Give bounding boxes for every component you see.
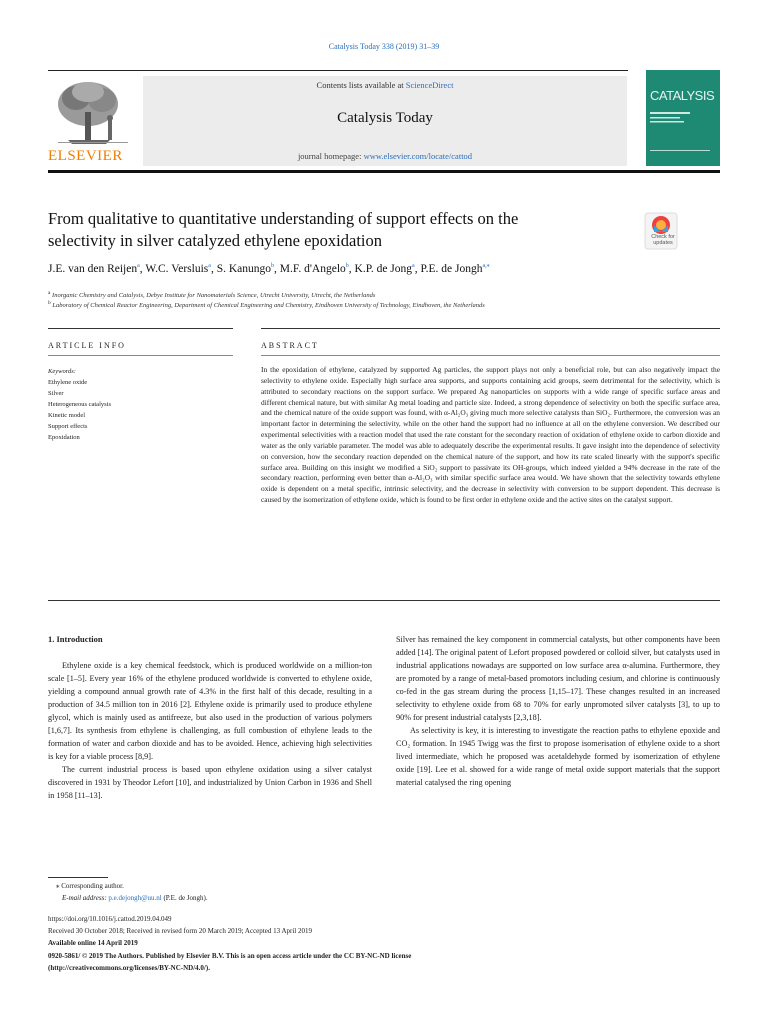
- homepage-line: [143, 151, 627, 161]
- author-affiliation-marker[interactable]: a,⁎: [482, 263, 490, 269]
- left-column: [48, 659, 372, 802]
- author-name[interactable]: P.E. de Jongh: [420, 262, 483, 275]
- affiliation-b: [48, 300, 485, 309]
- author-name[interactable]: W.C. Versluis: [145, 262, 209, 275]
- affiliation-a: [48, 290, 375, 299]
- author-name[interactable]: S. Kanungo: [216, 262, 272, 275]
- intro-paragraph: Silver has remained the key component in commercial catalysts, but other components have been added [14]. The original patent of Lefort proposed powdered or colloid silver, but catalysts used in industrial applications nowadays are supported on low surface area α-alumina. Furthermore, they are promoted by a range of metal-based promotors including cesium, and chlorine is continuously co-fed in the gas stream during the process [1,15–17]. These changes resulted in an increased selectivity to ethylene oxide from 68 to 70% for early unpromoted silver catalysts [3], to up to 90% for present industrial catalysts [2,3,18].: [396, 635, 720, 722]
- author-name[interactable]: M.F. d'Angelo: [279, 262, 346, 275]
- abstract-heading: ABSTRACT: [261, 341, 319, 350]
- header-top-rule: [48, 70, 628, 71]
- intro-paragraph: Ethylene oxide is a key chemical feedstock, which is produced worldwide on a million-ton scale [1–5]. Every year 16% of the ethylene produced worldwide is converted to ethylene oxide, yielding a compound annual growth rate of 4.3% in the first half of this decade, resulting in a production of 34.5 million ton in 2016 [2]. Ethylene oxide is primarily used to produce ethylene glycol, which is mainly used as antifreeze, but also used in the production of various polymers [1,6,7]. Its synthesis from ethylene is challenging, as full combustion of ethylene leads to the formation of water and carbon dioxide and has to be avoided. Hence, achieving high selectivities is key for a viable process [8,9].: [48, 661, 372, 761]
- abstract-bottom-rule: [261, 355, 720, 356]
- affiliation-b-marker: b: [48, 300, 51, 306]
- author-separator: ,: [274, 262, 280, 275]
- contents-prefix: Contents lists available at: [316, 80, 406, 90]
- check-for-updates-label: Check for updates: [651, 234, 675, 246]
- abstract-text: In the epoxidation of ethylene, catalyzed by supported Ag particles, the support plays not only a beneficial role, but can also negatively impact the selectivity to ethylene oxide. Especially high surface area supports, and supports containing acid groups, seem detrimental for the selectivity, which is attributed to secondary reactions on the support surface. We prepared Ag nanoparticles on supports with a wide range of specific surface areas and different chemical nature, but with similar Ag metal loading and particle size. Indeed, a strong dependence of selectivity on both the specific surface area, and the chemical nature of the oxide support was found, with α-Al₂O₃ giving much more selective catalysts than SiO₂. Furthermore, the conversion was an important factor in determining the selectivity, while on the other hand the support had no influence at all on the ethylene conversion. We described our experimental selectivities with a reaction model that used the rate constant for the secondary reaction of oxidation of ethylene oxide to carbon dioxide and water as the only variable parameter. The model was able to adequately describe the experimental results. It gave insight into the dependence of selectivity on conversion, how the secondary reaction depended on the chemical nature of the support, and how its rate scaled linearly with the support's specific surface area. Building on this insight we modified a SiO₂ support to passivate its OH-groups, which indeed yielded a 94% decrease in the rate of the secondary reaction, performing even better than α-Al₂O₃ with similar specific surface area would. We have shown that the selectivity towards ethylene oxide is dependent on a metal specific, intrinsic selectivity, and the decrease in selectivity with conversion to be support dependent. This decrease is caused by the isomerization of ethylene oxide, which is found to be first order in ethylene oxide and the active sites on the catalyst support.: [261, 365, 720, 505]
- keyword-item: Kinetic model: [48, 412, 86, 419]
- journal-cover-title: CATALYSIS: [650, 88, 715, 103]
- author-separator: ,: [414, 262, 421, 275]
- author-separator: ,: [348, 262, 355, 275]
- author-separator: ,: [139, 262, 146, 275]
- article-info-heading: ARTICLE INFO: [48, 341, 126, 350]
- copyright-line: 0920-5861/ © 2019 The Authors. Published by Elsevier B.V. This is an open access article under the CC BY-NC-ND license: [48, 952, 412, 960]
- doi-link[interactable]: https://doi.org/10.1016/j.cattod.2019.04.049: [48, 915, 172, 923]
- received-dates: Received 30 October 2018; Received in revised form 20 March 2019; Accepted 13 April 2019: [48, 927, 312, 935]
- affiliation-a-text: Inorganic Chemistry and Catalysis, Debye Institute for Nanomaterials Science, Utrecht University, Utrecht, the Netherlands: [52, 292, 376, 300]
- keyword-item: Epoxidation: [48, 434, 80, 441]
- affiliation-b-text: Laboratory of Chemical Reactor Engineering, Department of Chemical Engineering and Chemistry, Eindhoven University of Technology, Eindhoven, the Netherlands: [52, 302, 485, 310]
- author-name[interactable]: K.P. de Jong: [354, 262, 413, 275]
- right-column: [396, 633, 720, 789]
- homepage-link[interactable]: www.elsevier.com/locate/cattod: [363, 151, 473, 161]
- abstract-end-rule: [48, 600, 720, 601]
- author-affiliation-marker[interactable]: a: [208, 263, 211, 269]
- contents-line: [143, 80, 627, 90]
- corresponding-author-note: ⁎ Corresponding author.: [56, 882, 124, 890]
- journal-cover-art: [650, 110, 716, 160]
- keywords-label: Keywords:: [48, 368, 76, 375]
- article-title: [48, 208, 628, 252]
- abstract-top-rule: [261, 328, 720, 329]
- keyword-item: Silver: [48, 390, 64, 397]
- section-heading-introduction: 1. Introduction: [48, 634, 103, 644]
- author-affiliation-marker[interactable]: a: [412, 263, 415, 269]
- email-label: E-mail address:: [62, 894, 109, 902]
- author-separator: ,: [210, 262, 217, 275]
- journal-reference[interactable]: Catalysis Today 338 (2019) 31–39: [328, 42, 440, 51]
- author-affiliation-marker[interactable]: a: [137, 263, 140, 269]
- intro-paragraph: The current industrial process is based upon ethylene oxidation using a silver catalyst discovered in 1931 by Theodor Lefort [10], and industrialized by Union Carbon in 1936 and Shell in 1958 [11–13].: [48, 765, 372, 800]
- author-affiliation-marker[interactable]: b: [271, 263, 275, 269]
- email-suffix: (P.E. de Jongh).: [161, 894, 208, 902]
- author-list: [48, 262, 728, 275]
- available-online: Available online 14 April 2019: [48, 939, 138, 947]
- email-link[interactable]: p.e.dejongh@uu.nl: [108, 894, 162, 902]
- author-name[interactable]: J.E. van den Reijen: [48, 262, 138, 275]
- email-line: [62, 894, 208, 902]
- elsevier-wordmark: ELSEVIER: [48, 148, 123, 164]
- license-link[interactable]: (http://creativecommons.org/licenses/BY-NC-ND/4.0/).: [48, 964, 210, 972]
- keyword-item: Support effects: [48, 423, 88, 430]
- sciencedirect-link[interactable]: ScienceDirect: [405, 80, 454, 90]
- article-info-top-rule: [48, 328, 233, 329]
- check-for-updates-icon[interactable]: [644, 212, 678, 252]
- keyword-item: Ethylene oxide: [48, 379, 88, 386]
- keyword-item: Heterogeneous catalysis: [48, 401, 111, 408]
- article-info-bottom-rule: [48, 355, 233, 356]
- article-title-line-1: From qualitative to quantitative understanding of support effects on the: [48, 209, 519, 228]
- journal-title: Catalysis Today: [337, 110, 433, 126]
- affiliation-a-marker: a: [48, 290, 51, 296]
- footnote-rule: [48, 877, 108, 878]
- homepage-prefix: journal homepage:: [297, 151, 364, 161]
- header-bottom-rule: [48, 170, 720, 173]
- intro-paragraph: As selectivity is key, it is interesting to investigate the reaction paths to ethylene epoxide and CO₂ formation. In 1945 Twigg was the first to propose isomerisation of ethylene oxide to a short lived intermediate, which he proposed was acetaldehyde formed by isomerization of ethylene oxide [19]. Lee et al. showed for a wide range of metal oxide support materials that the support material catalysed the ring opening: [396, 726, 720, 787]
- article-title-line-2: selectivity in silver catalyzed ethylene epoxidation: [48, 231, 383, 250]
- author-affiliation-marker[interactable]: b: [345, 263, 349, 269]
